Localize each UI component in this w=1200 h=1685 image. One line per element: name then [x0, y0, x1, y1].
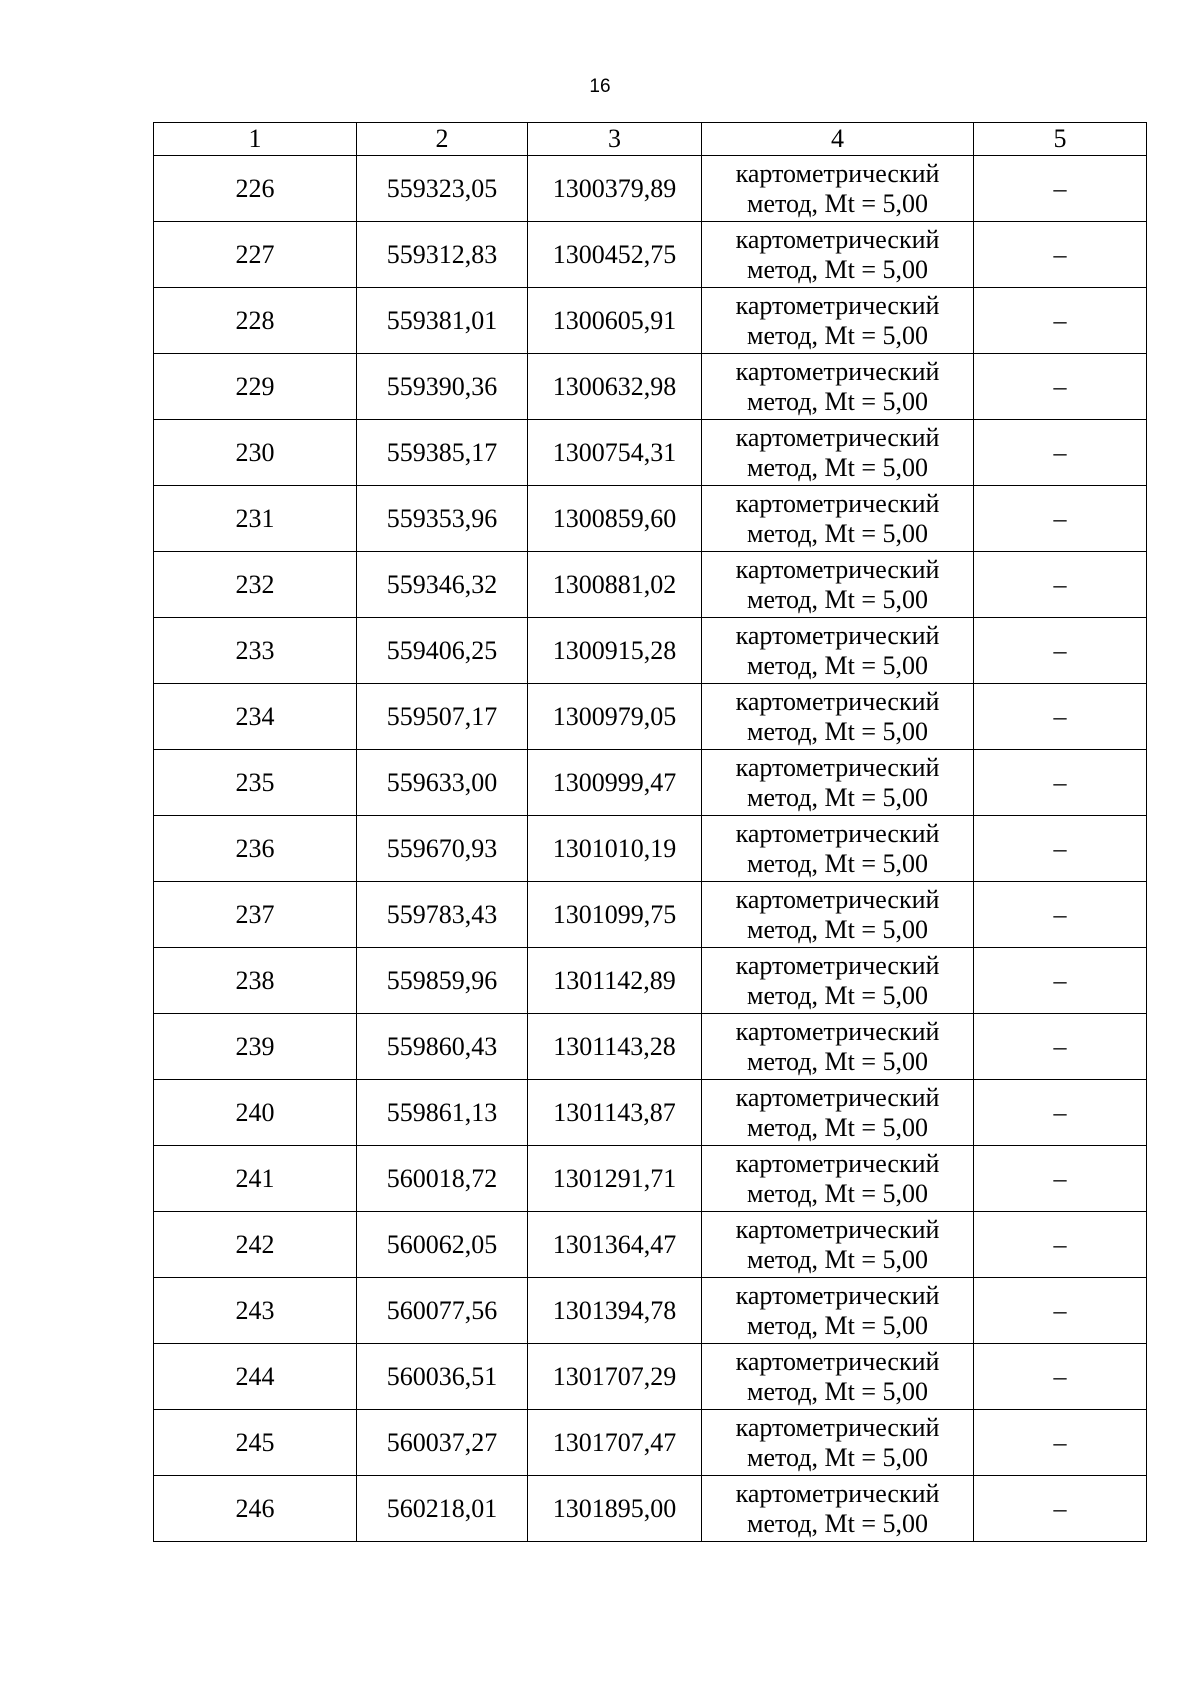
- method-cell: [702, 948, 974, 1014]
- table-row: [154, 882, 1147, 948]
- method-cell: [702, 486, 974, 552]
- point-number-cell: 231: [154, 486, 357, 552]
- method-line-2: метод, Mt = 5,00: [747, 1442, 928, 1472]
- y-coordinate-cell: 1300605,91: [528, 288, 702, 354]
- method-cell: [702, 684, 974, 750]
- point-number-cell: 244: [154, 1344, 357, 1410]
- note-cell: –: [974, 552, 1147, 618]
- method-cell: [702, 156, 974, 222]
- method-cell: [702, 1410, 974, 1476]
- point-number-cell: 235: [154, 750, 357, 816]
- point-number-cell: 246: [154, 1476, 357, 1542]
- table-row: [154, 1476, 1147, 1542]
- y-coordinate-cell: 1300452,75: [528, 222, 702, 288]
- method-line-1: картометрический: [735, 356, 940, 386]
- method-line-1: картометрический: [735, 1478, 940, 1508]
- note-cell: –: [974, 618, 1147, 684]
- y-coordinate-cell: 1301364,47: [528, 1212, 702, 1278]
- note-cell: –: [974, 684, 1147, 750]
- method-line-2: метод, Mt = 5,00: [747, 188, 928, 218]
- note-cell: –: [974, 1014, 1147, 1080]
- y-coordinate-cell: 1301707,29: [528, 1344, 702, 1410]
- note-cell: –: [974, 486, 1147, 552]
- y-coordinate-cell: 1301707,47: [528, 1410, 702, 1476]
- table-header-row: [154, 123, 1147, 156]
- method-line-2: метод, Mt = 5,00: [747, 980, 928, 1010]
- note-cell: –: [974, 156, 1147, 222]
- note-cell: –: [974, 420, 1147, 486]
- method-cell: [702, 1278, 974, 1344]
- method-line-2: метод, Mt = 5,00: [747, 1178, 928, 1208]
- table-row: [154, 816, 1147, 882]
- note-cell: –: [974, 750, 1147, 816]
- table-row: [154, 420, 1147, 486]
- method-line-2: метод, Mt = 5,00: [747, 320, 928, 350]
- x-coordinate-cell: 559381,01: [357, 288, 528, 354]
- y-coordinate-cell: 1301143,28: [528, 1014, 702, 1080]
- x-coordinate-cell: 559406,25: [357, 618, 528, 684]
- method-cell: [702, 1476, 974, 1542]
- method-line-1: картометрический: [735, 158, 940, 188]
- x-coordinate-cell: 559783,43: [357, 882, 528, 948]
- x-coordinate-cell: 559390,36: [357, 354, 528, 420]
- method-line-1: картометрический: [735, 818, 940, 848]
- x-coordinate-cell: 560018,72: [357, 1146, 528, 1212]
- method-line-1: картометрический: [735, 620, 940, 650]
- x-coordinate-cell: 559346,32: [357, 552, 528, 618]
- point-number-cell: 236: [154, 816, 357, 882]
- note-cell: –: [974, 1146, 1147, 1212]
- table-row: [154, 618, 1147, 684]
- point-number-cell: 239: [154, 1014, 357, 1080]
- column-header: 5: [974, 123, 1147, 156]
- table-row: [154, 1080, 1147, 1146]
- table-row: [154, 948, 1147, 1014]
- point-number-cell: 232: [154, 552, 357, 618]
- method-line-1: картометрический: [735, 488, 940, 518]
- method-cell: [702, 1014, 974, 1080]
- y-coordinate-cell: 1300915,28: [528, 618, 702, 684]
- note-cell: –: [974, 288, 1147, 354]
- point-number-cell: 229: [154, 354, 357, 420]
- point-number-cell: 240: [154, 1080, 357, 1146]
- column-header: 3: [528, 123, 702, 156]
- table-row: [154, 1410, 1147, 1476]
- y-coordinate-cell: 1301142,89: [528, 948, 702, 1014]
- method-cell: [702, 618, 974, 684]
- column-header: 1: [154, 123, 357, 156]
- method-line-1: картометрический: [735, 224, 940, 254]
- method-line-1: картометрический: [735, 950, 940, 980]
- method-line-1: картометрический: [735, 554, 940, 584]
- table-row: [154, 486, 1147, 552]
- x-coordinate-cell: 559353,96: [357, 486, 528, 552]
- x-coordinate-cell: 559385,17: [357, 420, 528, 486]
- y-coordinate-cell: 1301291,71: [528, 1146, 702, 1212]
- method-line-2: метод, Mt = 5,00: [747, 518, 928, 548]
- method-line-1: картометрический: [735, 1412, 940, 1442]
- method-line-2: метод, Mt = 5,00: [747, 452, 928, 482]
- method-line-1: картометрический: [735, 1082, 940, 1112]
- method-cell: [702, 1344, 974, 1410]
- method-line-2: метод, Mt = 5,00: [747, 1376, 928, 1406]
- column-header: 2: [357, 123, 528, 156]
- method-cell: [702, 1146, 974, 1212]
- method-cell: [702, 552, 974, 618]
- method-line-2: метод, Mt = 5,00: [747, 584, 928, 614]
- y-coordinate-cell: 1301099,75: [528, 882, 702, 948]
- table-row: [154, 750, 1147, 816]
- point-number-cell: 228: [154, 288, 357, 354]
- method-line-2: метод, Mt = 5,00: [747, 1046, 928, 1076]
- method-line-1: картометрический: [735, 1148, 940, 1178]
- x-coordinate-cell: 559861,13: [357, 1080, 528, 1146]
- method-line-1: картометрический: [735, 1346, 940, 1376]
- y-coordinate-cell: 1300754,31: [528, 420, 702, 486]
- x-coordinate-cell: 559507,17: [357, 684, 528, 750]
- x-coordinate-cell: 559633,00: [357, 750, 528, 816]
- note-cell: –: [974, 354, 1147, 420]
- table-row: [154, 288, 1147, 354]
- note-cell: –: [974, 1278, 1147, 1344]
- y-coordinate-cell: 1301010,19: [528, 816, 702, 882]
- method-line-2: метод, Mt = 5,00: [747, 386, 928, 416]
- method-cell: [702, 882, 974, 948]
- x-coordinate-cell: 559312,83: [357, 222, 528, 288]
- method-line-2: метод, Mt = 5,00: [747, 1508, 928, 1538]
- method-cell: [702, 1212, 974, 1278]
- note-cell: –: [974, 948, 1147, 1014]
- y-coordinate-cell: 1300999,47: [528, 750, 702, 816]
- point-number-cell: 245: [154, 1410, 357, 1476]
- note-cell: –: [974, 1344, 1147, 1410]
- x-coordinate-cell: 560036,51: [357, 1344, 528, 1410]
- point-number-cell: 234: [154, 684, 357, 750]
- method-cell: [702, 222, 974, 288]
- note-cell: –: [974, 1476, 1147, 1542]
- method-line-1: картометрический: [735, 1016, 940, 1046]
- y-coordinate-cell: 1301143,87: [528, 1080, 702, 1146]
- method-line-2: метод, Mt = 5,00: [747, 1112, 928, 1142]
- x-coordinate-cell: 560037,27: [357, 1410, 528, 1476]
- column-header: 4: [702, 123, 974, 156]
- method-line-1: картометрический: [735, 752, 940, 782]
- y-coordinate-cell: 1300979,05: [528, 684, 702, 750]
- method-line-2: метод, Mt = 5,00: [747, 782, 928, 812]
- point-number-cell: 243: [154, 1278, 357, 1344]
- table-row: [154, 1278, 1147, 1344]
- point-number-cell: 242: [154, 1212, 357, 1278]
- method-cell: [702, 288, 974, 354]
- method-line-1: картометрический: [735, 1280, 940, 1310]
- note-cell: –: [974, 1212, 1147, 1278]
- method-line-1: картометрический: [735, 1214, 940, 1244]
- note-cell: –: [974, 222, 1147, 288]
- x-coordinate-cell: 559670,93: [357, 816, 528, 882]
- y-coordinate-cell: 1300379,89: [528, 156, 702, 222]
- y-coordinate-cell: 1301394,78: [528, 1278, 702, 1344]
- point-number-cell: 233: [154, 618, 357, 684]
- x-coordinate-cell: 559859,96: [357, 948, 528, 1014]
- method-cell: [702, 750, 974, 816]
- x-coordinate-cell: 560062,05: [357, 1212, 528, 1278]
- method-line-1: картометрический: [735, 422, 940, 452]
- table-row: [154, 1344, 1147, 1410]
- coordinates-table: [153, 122, 1147, 1542]
- table-row: [154, 354, 1147, 420]
- note-cell: –: [974, 1080, 1147, 1146]
- note-cell: –: [974, 882, 1147, 948]
- method-cell: [702, 420, 974, 486]
- page-number: 16: [589, 76, 611, 97]
- point-number-cell: 237: [154, 882, 357, 948]
- method-line-2: метод, Mt = 5,00: [747, 650, 928, 680]
- method-cell: [702, 354, 974, 420]
- table-row: [154, 1146, 1147, 1212]
- method-line-2: метод, Mt = 5,00: [747, 914, 928, 944]
- method-line-1: картометрический: [735, 686, 940, 716]
- method-cell: [702, 1080, 974, 1146]
- point-number-cell: 226: [154, 156, 357, 222]
- method-line-2: метод, Mt = 5,00: [747, 1244, 928, 1274]
- table-row: [154, 1212, 1147, 1278]
- table-row: [154, 222, 1147, 288]
- method-line-2: метод, Mt = 5,00: [747, 254, 928, 284]
- x-coordinate-cell: 559323,05: [357, 156, 528, 222]
- note-cell: –: [974, 1410, 1147, 1476]
- x-coordinate-cell: 559860,43: [357, 1014, 528, 1080]
- note-cell: –: [974, 816, 1147, 882]
- table-row: [154, 684, 1147, 750]
- table-row: [154, 156, 1147, 222]
- method-line-2: метод, Mt = 5,00: [747, 716, 928, 746]
- point-number-cell: 238: [154, 948, 357, 1014]
- table-row: [154, 1014, 1147, 1080]
- method-cell: [702, 816, 974, 882]
- method-line-1: картометрический: [735, 290, 940, 320]
- point-number-cell: 230: [154, 420, 357, 486]
- method-line-1: картометрический: [735, 884, 940, 914]
- y-coordinate-cell: 1300632,98: [528, 354, 702, 420]
- table-row: [154, 552, 1147, 618]
- point-number-cell: 227: [154, 222, 357, 288]
- y-coordinate-cell: 1300859,60: [528, 486, 702, 552]
- method-line-2: метод, Mt = 5,00: [747, 1310, 928, 1340]
- x-coordinate-cell: 560077,56: [357, 1278, 528, 1344]
- x-coordinate-cell: 560218,01: [357, 1476, 528, 1542]
- y-coordinate-cell: 1300881,02: [528, 552, 702, 618]
- y-coordinate-cell: 1301895,00: [528, 1476, 702, 1542]
- point-number-cell: 241: [154, 1146, 357, 1212]
- method-line-2: метод, Mt = 5,00: [747, 848, 928, 878]
